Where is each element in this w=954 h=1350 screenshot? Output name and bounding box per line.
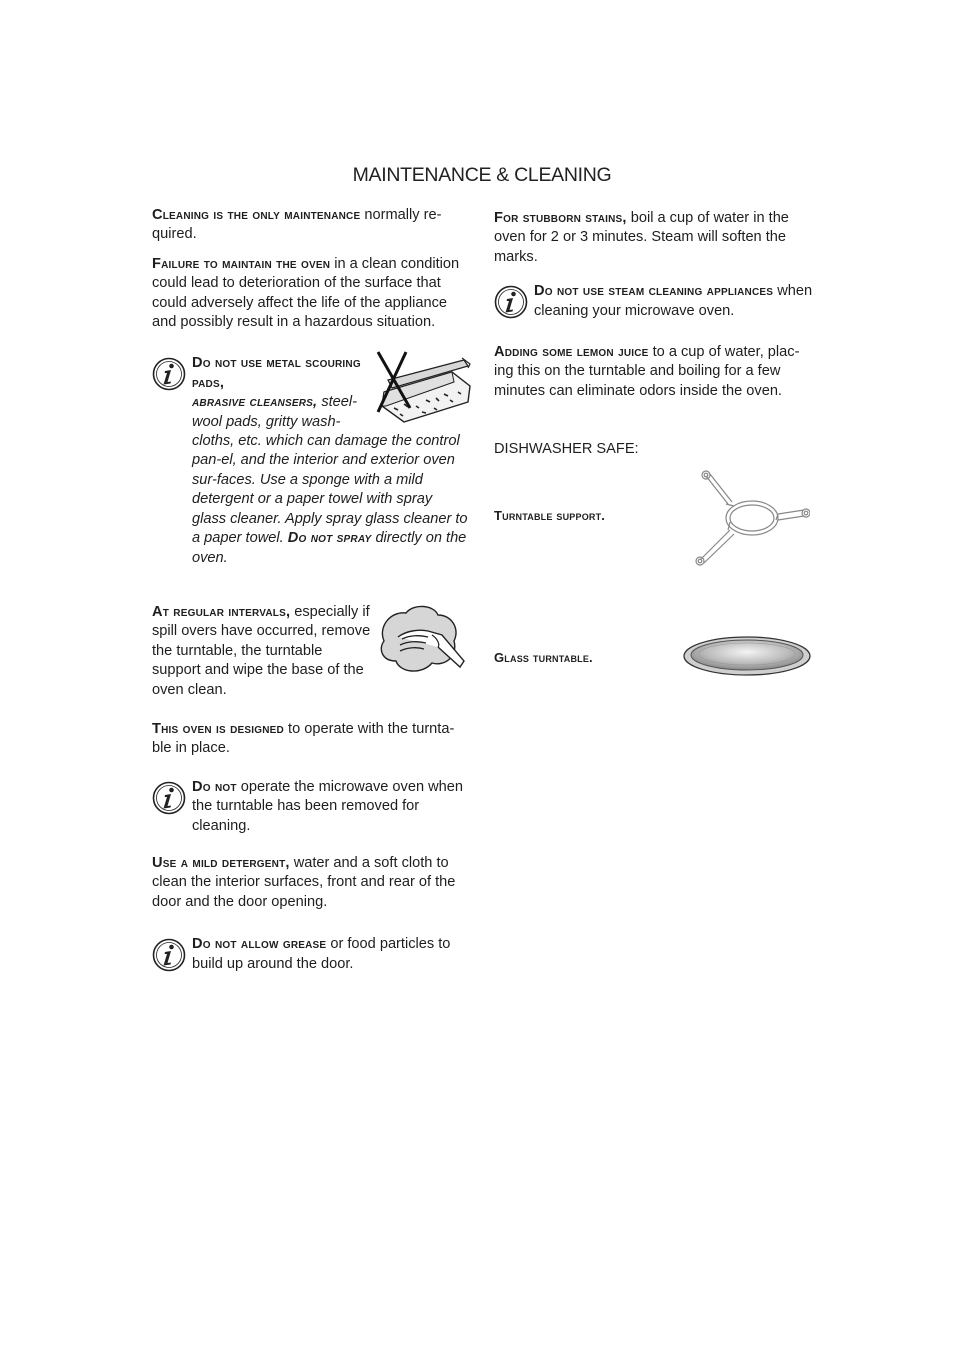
dishwasher-safe-label: DISHWASHER SAFE: bbox=[494, 441, 639, 458]
lead-text: Do not use metal scouring pads, bbox=[192, 355, 361, 391]
info-icon bbox=[152, 938, 186, 972]
note-grease bbox=[152, 935, 470, 974]
note-do-not-operate bbox=[152, 778, 470, 836]
body-text: or food particles to build up around the door. bbox=[192, 936, 451, 972]
info-icon bbox=[152, 357, 186, 391]
paragraph-failure bbox=[152, 255, 470, 333]
lead-text: Failure to maintain the oven bbox=[152, 255, 331, 272]
body-text: directly on the oven. bbox=[192, 530, 467, 566]
wiping-hand-icon bbox=[376, 601, 470, 683]
lead-text: Cleaning is the only maintenance bbox=[152, 207, 361, 223]
body-text: to a cup of water, plac-ing this on the turntable and boiling for a few minutes can eliminate odors inside the oven. bbox=[494, 344, 800, 399]
right-column bbox=[494, 209, 814, 668]
item-label: Glass turntable. bbox=[494, 649, 593, 665]
info-icon bbox=[494, 285, 528, 319]
lead-text: Do not allow grease bbox=[192, 936, 327, 953]
body-text: water and a soft cloth to clean the interior surfaces, front and rear of the door and the door opening. bbox=[152, 854, 456, 910]
paragraph-stubborn-stains bbox=[494, 209, 814, 267]
item-glass-turntable bbox=[494, 648, 814, 668]
body-text: steel-wool pads, gritty wash-cloths, etc. which can damage the control pan-el, and the interior and exterior oven sur-faces. Use a sponge with a mild detergent or a paper towel with spray glass cleaner. Apply spray glass cleaner to a paper towel. bbox=[192, 394, 468, 547]
body-text: especially if spill overs have occurred, remove the turntable, the turntable support and wipe the base of the oven clean. bbox=[152, 603, 371, 698]
lead-text: Do not use steam cleaning appliances bbox=[534, 283, 774, 300]
page-title: MAINTENANCE & CLEANING bbox=[352, 164, 612, 186]
body-text: normally re-quired. bbox=[152, 207, 442, 243]
item-label: Turntable support. bbox=[494, 507, 606, 523]
paragraph-lemon-juice bbox=[494, 343, 814, 401]
lead-text: Do not spray bbox=[287, 530, 372, 547]
info-icon bbox=[152, 781, 186, 815]
left-column bbox=[152, 206, 470, 974]
body-text: in a clean condition could lead to deterioration of the surface that could adversely affect the life of the appliance and possibly result in a hazardous situation. bbox=[152, 255, 460, 331]
lead-text: For stubborn stains, bbox=[494, 210, 627, 226]
paragraph-regular-intervals bbox=[152, 603, 470, 700]
body-text: to operate with the turnta-ble in place. bbox=[152, 720, 455, 757]
body-text: when cleaning your microwave oven. bbox=[534, 283, 813, 319]
lead-text: abrasive cleansers, bbox=[192, 394, 318, 411]
paragraph-designed bbox=[152, 720, 470, 759]
note-scouring-pads bbox=[152, 354, 470, 567]
lead-text: Do not bbox=[192, 778, 237, 795]
sponge-crossed-icon bbox=[374, 350, 474, 426]
item-turntable-support bbox=[494, 506, 814, 526]
body-text: operate the microwave oven when the turntable has been removed for cleaning. bbox=[192, 778, 464, 834]
paragraph-mild-detergent bbox=[152, 854, 470, 912]
lead-text: This oven is designed bbox=[152, 720, 284, 737]
paragraph-maintenance bbox=[152, 206, 470, 245]
body-text: boil a cup of water in the oven for 2 or 3 minutes. Steam will soften the marks. bbox=[494, 210, 789, 265]
lead-text: At regular intervals, bbox=[152, 603, 291, 620]
glass-turntable-icon bbox=[682, 634, 812, 678]
note-steam-cleaning bbox=[494, 282, 814, 321]
lead-text: Adding some lemon juice bbox=[494, 344, 649, 361]
lead-text: Use a mild detergent, bbox=[152, 854, 290, 871]
turntable-support-icon bbox=[690, 468, 810, 570]
